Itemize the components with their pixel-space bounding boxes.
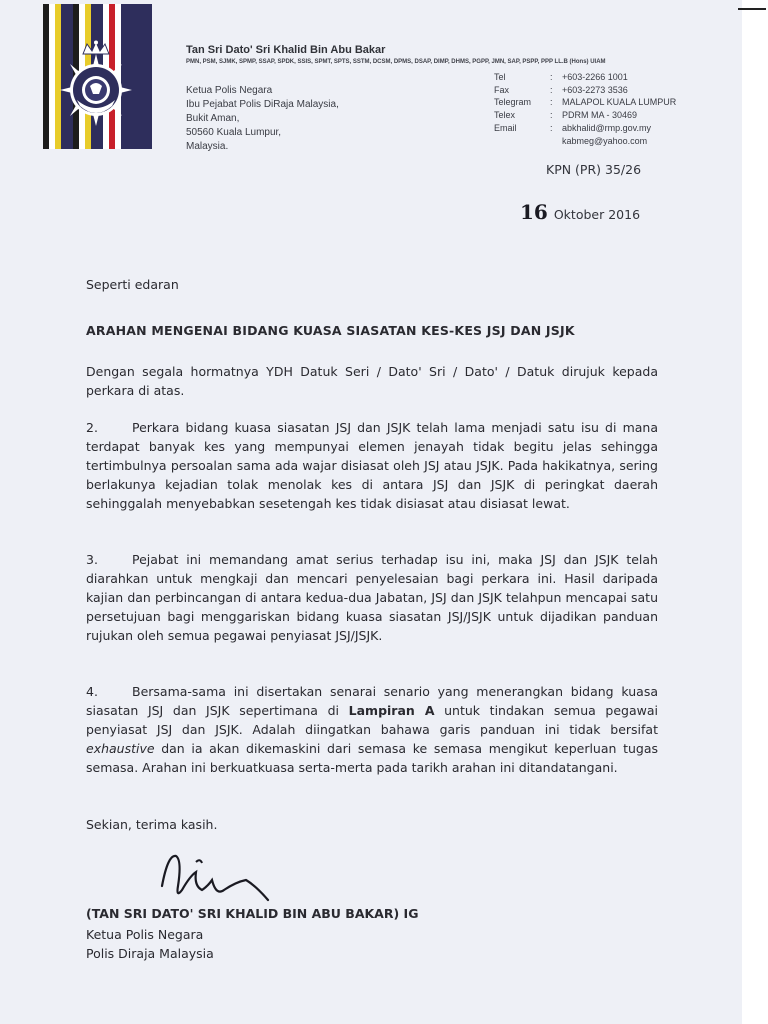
- contact-row: [494, 109, 676, 122]
- contact-row: [494, 122, 676, 135]
- sender-address: [186, 84, 339, 154]
- contact-separator: :: [550, 97, 553, 108]
- contact-separator: :: [550, 72, 553, 82]
- contact-label: Email: [494, 122, 517, 133]
- contact-label: Telex: [494, 110, 516, 121]
- paragraph-3: [86, 550, 658, 645]
- contact-row: [494, 135, 676, 148]
- edge-mark: [738, 8, 766, 10]
- lampiran-reference: Lampiran A: [348, 703, 435, 718]
- address-line: Bukit Aman,: [186, 113, 240, 124]
- sender-titles: PMN, PSM, SJMK, SPMP, SSAP, SPDK, SSIS, SPMT, SPTS, SSTM, DCSM, DPMS, DSAP, DIMP, DHMS, PGPP, JMN, SAP, PSPP, PPP LL.B (Hons) UIAM: [186, 59, 606, 65]
- handwritten-day: 16: [520, 200, 548, 224]
- contact-value: +603-2266 1001: [562, 72, 628, 82]
- letter-date: [520, 200, 640, 224]
- signatory-name: (TAN SRI DATO' SRI KHALID BIN ABU BAKAR) IG: [86, 906, 419, 921]
- date-month-year: Oktober 2016: [553, 207, 641, 222]
- paragraph-text: untuk tindakan semua pegawai penyiasat JSJ dan JSJK. Adalah diingatkan bahawa garis panduan ini tidak bersifat: [86, 703, 658, 737]
- contact-value: abkhalid@rmp.gov.my: [562, 122, 652, 133]
- paragraph-text: Perkara bidang kuasa siasatan JSJ dan JSJK telah lama menjadi satu isu di mana terdapat banyak kes yang mempunyai elemen jenayah tidak begitu jelas sehingga tertimbulnya persoalan sama ada wajar disiasat oleh JSJ atau JSJK. Pada hakikatnya, sering berlakunya kejadian tolak menolak kes di antara JSJ dan JSJK di peringkat daerah sehinggalah menyebabkan sesetengah kes tidak disiasat atau disiasat lewat.: [86, 420, 658, 511]
- recipient: Seperti edaran: [86, 277, 179, 292]
- contact-label: Telegram: [494, 97, 532, 108]
- contact-label: [494, 135, 550, 148]
- paragraph-number: 2.: [86, 420, 98, 435]
- paragraph-1: Dengan segala hormatnya YDH Datuk Seri / Dato' Sri / Dato' / Datuk dirujuk kepada perkara di atas.: [86, 364, 658, 398]
- paragraph-text: Pejabat ini memandang amat serius terhadap isu ini, maka JSJ dan JSJK telah diarahkan untuk mengkaji dan mencari penyelesaian bagi perkara ini. Hasil daripada kajian dan perbincangan di antara kedua-dua Jabatan, JSJ dan JSJK telahpun mencapai satu persetujuan bagi menggariskan bidang kuasa siasatan JSJ/JSJK untuk dijadikan panduan rujukan oleh semua pegawai penyiasat JSJ/JSJK.: [86, 552, 658, 643]
- contact-value: kabmeg@yahoo.com: [562, 135, 648, 146]
- contact-row: [494, 96, 676, 109]
- paragraph-text: dan ia akan dikemaskini dari semasa ke semasa mengikut keperluan tugas semasa. Arahan ini berkuatkuasa serta-merta pada tarikh arahan ini ditandatangani.: [86, 741, 658, 775]
- address-line: Ketua Polis Negara: [186, 85, 273, 96]
- address-line: Ibu Pejabat Polis DiRaja Malaysia,: [186, 99, 339, 110]
- closing: Sekian, terima kasih.: [86, 817, 218, 832]
- signatory-organisation: Polis Diraja Malaysia: [86, 946, 214, 961]
- page-margin: [742, 0, 768, 1024]
- address-line: 50560 Kuala Lumpur,: [186, 127, 282, 138]
- paragraph-number: 3.: [86, 552, 98, 567]
- letter-subject: ARAHAN MENGENAI BIDANG KUASA SIASATAN KES-KES JSJ DAN JSJK: [86, 323, 575, 338]
- contact-label: Tel: [494, 72, 506, 82]
- contact-value: PDRM MA - 30469: [562, 110, 638, 121]
- police-logo: [43, 4, 152, 149]
- paragraph-text: Bersama-sama ini disertakan senarai senario yang menerangkan bidang kuasa siasatan JSJ dan JSJK sepertimana di: [86, 684, 658, 718]
- italic-term: exhaustive: [86, 741, 155, 756]
- contact-separator: :: [550, 110, 553, 121]
- paragraph-2: [86, 418, 658, 513]
- police-crest-icon: [55, 40, 137, 130]
- sender-name: Tan Sri Dato' Sri Khalid Bin Abu Bakar: [186, 44, 386, 56]
- contact-row: [494, 84, 676, 97]
- signatory-title: Ketua Polis Negara: [86, 927, 204, 942]
- contact-separator: :: [550, 122, 553, 133]
- address-line: Malaysia.: [186, 141, 229, 152]
- contact-row: [494, 71, 676, 84]
- contact-value: +603-2273 3536: [562, 84, 628, 95]
- contact-separator: :: [550, 84, 553, 95]
- signature: [156, 846, 276, 906]
- paragraph-4: [86, 682, 658, 777]
- contact-separator: [550, 135, 562, 148]
- contact-value: MALAPOL KUALA LUMPUR: [562, 97, 677, 108]
- reference-number: KPN (PR) 35/26: [546, 162, 642, 177]
- paragraph-number: 4.: [86, 684, 98, 699]
- contact-label: Fax: [494, 84, 510, 95]
- contact-block: [494, 71, 676, 147]
